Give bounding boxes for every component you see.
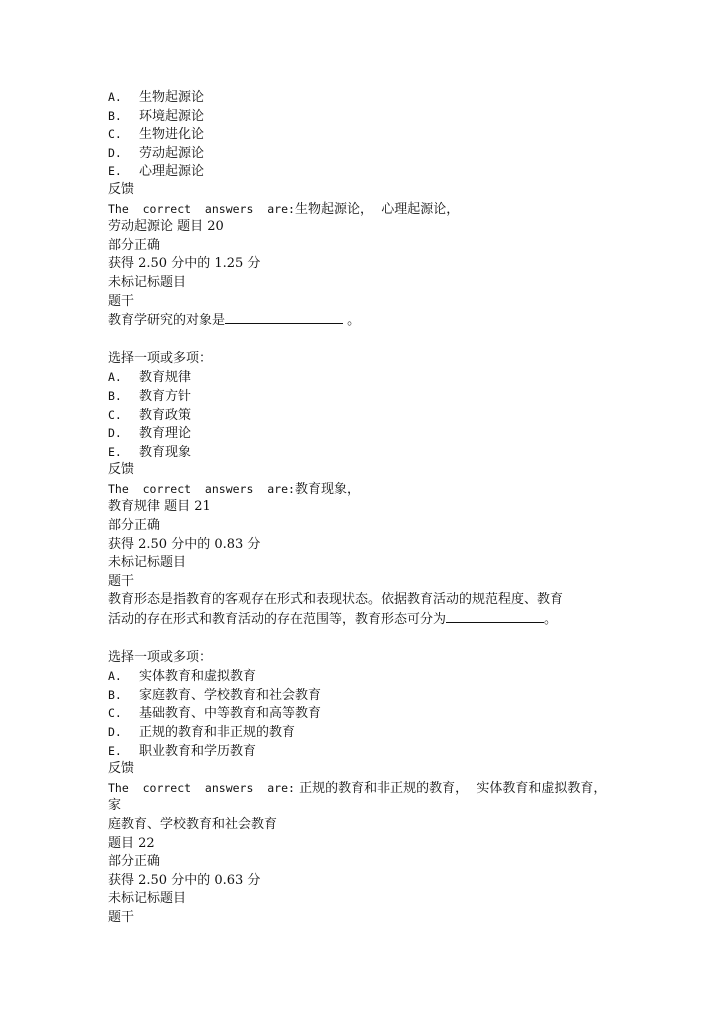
option-a[interactable]: A. 实体教育和虚拟教育 [108,669,257,685]
question-score: 获得 2.50 分中的 1.25 分 [108,256,261,272]
question-stem-label: 题干 [108,573,135,589]
question-stem-label: 题干 [108,909,135,925]
option-e[interactable]: E. 职业教育和学历教育 [108,743,257,759]
q21-options [108,667,668,760]
option-a[interactable]: A. 教育规律 [108,370,192,386]
question-stem: 教育形态是指教育的客观存在形式和表现状态。依据教育活动的规范程度、教育 [108,592,564,608]
question-stem-cont: 活动的存在形式和教育活动的存在范围等，教育形态可分为 。 [108,612,558,628]
option-c[interactable]: C. 生物进化论 [108,127,205,143]
question-status: 部分正确 [108,854,161,870]
option-b[interactable]: B. 环境起源论 [108,108,205,124]
select-prompt: 选择一项或多项： [108,350,213,366]
correct-answers: The correct answers are:生物起源论， 心理起源论， [108,201,460,217]
question-stem: 教育学研究的对象是 。 [108,313,361,329]
option-a[interactable]: A. 生物起源论 [108,90,205,105]
fill-blank [446,610,544,623]
flag-question-link[interactable]: 未标记标题目 [108,891,187,907]
option-d[interactable]: D. 劳动起源论 [108,145,205,161]
question-number: 题目 21 [164,499,211,515]
feedback-label: 反馈 [108,761,135,777]
flag-question-link[interactable]: 未标记标题目 [108,274,187,290]
question-status: 部分正确 [108,518,161,534]
question-number: 题目 22 [108,835,155,851]
correct-answers-cont: 庭教育、学校教育和社会教育 [108,816,278,832]
option-d[interactable]: D. 正规的教育和非正规的教育 [108,725,296,740]
question-score: 获得 2.50 分中的 0.83 分 [108,536,261,552]
option-c[interactable]: C. 教育政策 [108,407,192,423]
question-number: 题目 20 [177,219,224,235]
correct-answers-cont: 劳动起源论 题目 20 [108,219,224,235]
option-b[interactable]: B. 教育方针 [108,388,192,404]
correct-answers-wrap: 家 [108,798,122,814]
option-e[interactable]: E. 心理起源论 [108,164,205,180]
q19-options [108,88,668,181]
select-prompt: 选择一项或多项： [108,649,213,665]
option-b[interactable]: B. 家庭教育、学校教育和社会教育 [108,687,322,703]
option-e[interactable]: E. 教育现象 [108,444,192,460]
flag-question-link[interactable]: 未标记标题目 [108,555,187,571]
option-c[interactable]: C. 基础教育、中等教育和高等教育 [108,706,322,722]
question-stem-label: 题干 [108,293,135,309]
question-score: 获得 2.50 分中的 0.63 分 [108,872,261,888]
quiz-review-page [108,88,668,928]
fill-blank [225,311,343,324]
feedback-label: 反馈 [108,462,135,478]
q20-options [108,368,668,461]
option-d[interactable]: D. 教育理论 [108,426,192,442]
correct-answers: The correct answers are: 正规的教育和非正规的教育， 实体教育和虚拟教育， [108,780,607,796]
feedback-label: 反馈 [108,181,135,197]
question-status: 部分正确 [108,237,161,253]
correct-answers: The correct answers are:教育现象， [108,481,360,497]
correct-answers-cont: 教育规律 题目 21 [108,499,211,515]
